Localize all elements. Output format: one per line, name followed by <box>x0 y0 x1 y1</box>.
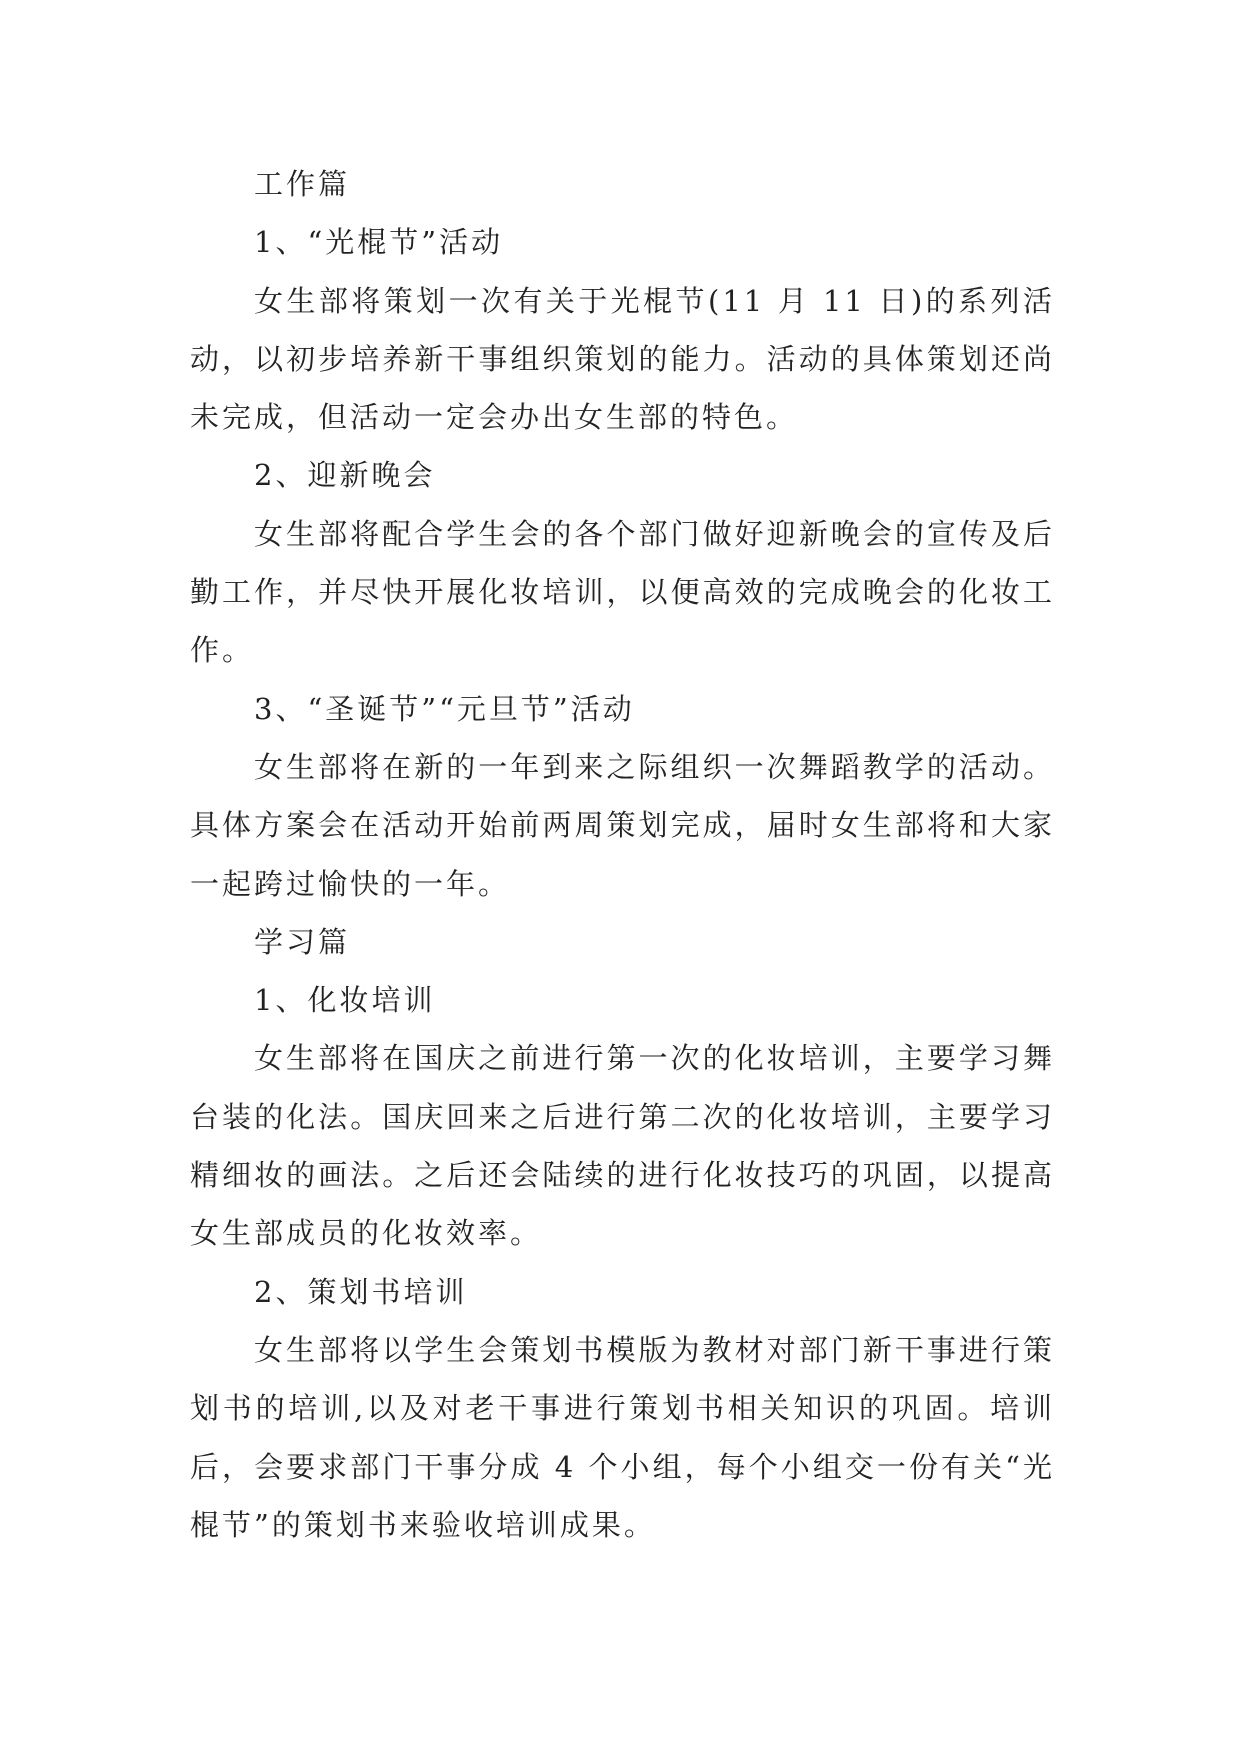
document-body <box>190 155 1055 1554</box>
item-heading-christmas-newyear: 3、“圣诞节”“元旦节”活动 <box>254 691 635 726</box>
section-heading-study: 学习篇 <box>254 924 351 959</box>
item-heading-planning-training: 2、策划书培训 <box>254 1274 468 1309</box>
paragraph-christmas-newyear: 女生部将在新的一年到来之际组织一次舞蹈教学的活动。具体方案会在活动开始前两周策划完成，届时女生部将和大家一起跨过愉快的一年。 <box>190 749 1055 901</box>
item-heading-makeup-training: 1、化妆培训 <box>254 983 436 1018</box>
paragraph-singles-day: 女生部将策划一次有关于光棍节(11 月 11 日)的系列活动，以初步培养新干事组织策划的能力。活动的具体策划还尚未完成，但活动一定会办出女生部的特色。 <box>190 283 1055 435</box>
paragraph-makeup-training: 女生部将在国庆之前进行第一次的化妆培训，主要学习舞台装的化法。国庆回来之后进行第二次的化妆培训，主要学习精细妆的画法。之后还会陆续的进行化妆技巧的巩固，以提高女生部成员的化妆效率。 <box>190 1041 1055 1251</box>
paragraph-planning-training: 女生部将以学生会策划书模版为教材对部门新干事进行策划书的培训,以及对老干事进行策划书相关知识的巩固。培训后，会要求部门干事分成 4 个小组，每个小组交一份有关“光棍节”的策划书来验收培训成果。 <box>190 1332 1055 1542</box>
item-heading-singles-day: 1、“光棍节”活动 <box>254 225 504 260</box>
item-heading-welcome-party: 2、迎新晚会 <box>254 458 436 493</box>
paragraph-welcome-party: 女生部将配合学生会的各个部门做好迎新晚会的宣传及后勤工作，并尽快开展化妆培训，以便高效的完成晚会的化妆工作。 <box>190 516 1055 668</box>
section-heading-work: 工作篇 <box>254 167 351 201</box>
